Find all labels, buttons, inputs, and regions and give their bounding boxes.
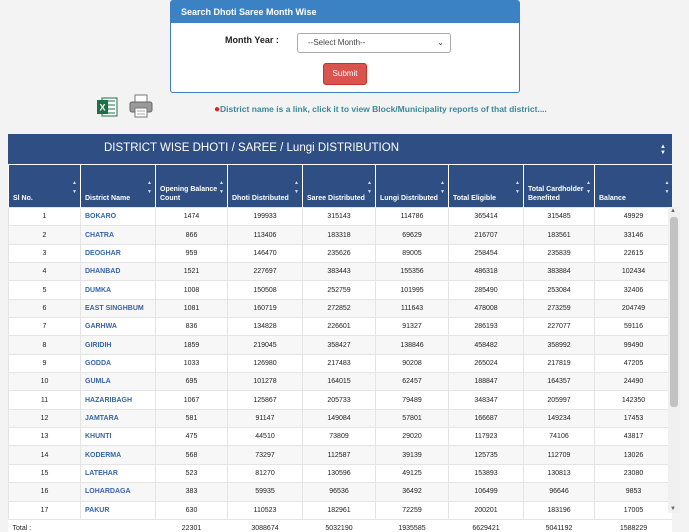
table-cell: 10	[9, 373, 81, 391]
table-cell: 5	[9, 281, 81, 299]
scroll-thumb[interactable]	[670, 217, 678, 407]
table-cell: 134828	[228, 318, 303, 336]
column-header-label: Sl No.	[13, 195, 33, 202]
table-row	[9, 373, 673, 391]
table-cell: 258454	[449, 244, 524, 262]
sort-icon[interactable]: ▲ ▼	[660, 144, 666, 156]
table-cell: 315143	[303, 208, 376, 226]
table-cell: 17453	[595, 409, 673, 427]
table-cell: 101995	[376, 281, 449, 299]
table-cell: 96646	[524, 483, 595, 501]
distribution-table	[8, 134, 672, 532]
district-link[interactable]: BOKARO	[81, 208, 156, 226]
table-cell: 1	[9, 208, 81, 226]
table-cell: 74106	[524, 428, 595, 446]
column-header[interactable]	[449, 165, 524, 208]
table-cell: 383443	[303, 263, 376, 281]
district-link[interactable]: GUMLA	[81, 373, 156, 391]
table-cell: 39139	[376, 446, 449, 464]
column-header-label: Dhoti Distributed	[232, 195, 289, 202]
table-title: DISTRICT WISE DHOTI / SAREE / Lungi DISTRIBUTION	[104, 142, 400, 154]
table-cell: 160719	[228, 299, 303, 317]
table-cell: 164357	[524, 373, 595, 391]
sort-icon[interactable]: ▲ ▼	[72, 180, 77, 195]
table-cell: 113406	[228, 226, 303, 244]
column-header-label: Saree Distributed	[307, 195, 365, 202]
table-cell: 164015	[303, 373, 376, 391]
table-cell: 205733	[303, 391, 376, 409]
district-link[interactable]: LOHARDAGA	[81, 483, 156, 501]
table-cell: 44510	[228, 428, 303, 446]
table-cell: 112709	[524, 446, 595, 464]
table-cell: 217819	[524, 354, 595, 372]
table-cell: 112587	[303, 446, 376, 464]
svg-text:X: X	[99, 102, 106, 113]
sort-icon[interactable]: ▲ ▼	[219, 180, 224, 195]
table-cell: 836	[156, 318, 228, 336]
table-cell: 478008	[449, 299, 524, 317]
table-cell: 315485	[524, 208, 595, 226]
table-cell: 273259	[524, 299, 595, 317]
table-row	[9, 318, 673, 336]
column-header[interactable]	[81, 165, 156, 208]
district-link[interactable]: HAZARIBAGH	[81, 391, 156, 409]
table-cell: 226601	[303, 318, 376, 336]
table-cell: 32406	[595, 281, 673, 299]
district-link[interactable]: PAKUR	[81, 501, 156, 519]
table-row	[9, 336, 673, 354]
table-cell: 142350	[595, 391, 673, 409]
info-note-text: District name is a link, click it to view Block/Municipality reports of that district....	[220, 104, 547, 114]
table-cell: 358992	[524, 336, 595, 354]
table-cell: 182961	[303, 501, 376, 519]
table-cell: 138846	[376, 336, 449, 354]
total-cell	[81, 519, 156, 532]
table-cell: 183561	[524, 226, 595, 244]
month-year-label: Month Year :	[225, 35, 279, 45]
table-cell: 101278	[228, 373, 303, 391]
district-link[interactable]: EAST SINGHBUM	[81, 299, 156, 317]
table-cell: 150508	[228, 281, 303, 299]
table-cell: 568	[156, 446, 228, 464]
district-link[interactable]: KODERMA	[81, 446, 156, 464]
table-cell: 130813	[524, 464, 595, 482]
table-cell: 62457	[376, 373, 449, 391]
district-link[interactable]: JAMTARA	[81, 409, 156, 427]
scroll-down-icon[interactable]: ▼	[670, 506, 676, 512]
table-cell: 205997	[524, 391, 595, 409]
sort-icon[interactable]: ▲ ▼	[664, 180, 670, 195]
column-header-label: Opening Balance Count	[160, 186, 218, 202]
table-row	[9, 244, 673, 262]
table-row	[9, 483, 673, 501]
table-cell: 13026	[595, 446, 673, 464]
table-cell: 90208	[376, 354, 449, 372]
sort-icon[interactable]: ▲ ▼	[367, 180, 372, 195]
table-cell: 348347	[449, 391, 524, 409]
table-row	[9, 299, 673, 317]
table-cell: 285490	[449, 281, 524, 299]
table-cell: 475	[156, 428, 228, 446]
table-cell: 166687	[449, 409, 524, 427]
table-cell: 15	[9, 464, 81, 482]
table-cell: 43817	[595, 428, 673, 446]
table-row	[9, 501, 673, 519]
table-cell: 57801	[376, 409, 449, 427]
total-label: Total :	[9, 519, 81, 532]
table-cell: 200201	[449, 501, 524, 519]
table-cell: 695	[156, 373, 228, 391]
table-cell: 72259	[376, 501, 449, 519]
table-cell: 79489	[376, 391, 449, 409]
total-cell: 22301	[156, 519, 228, 532]
excel-icon[interactable]	[96, 96, 118, 118]
table-cell: 149084	[303, 409, 376, 427]
table-cell: 959	[156, 244, 228, 262]
search-panel	[170, 0, 520, 93]
district-link[interactable]: DEOGHAR	[81, 244, 156, 262]
table-cell: 155356	[376, 263, 449, 281]
printer-icon[interactable]	[128, 93, 154, 119]
scroll-up-icon[interactable]: ▲	[670, 208, 676, 214]
table-cell: 73297	[228, 446, 303, 464]
table-cell: 125867	[228, 391, 303, 409]
district-link[interactable]: DUMKA	[81, 281, 156, 299]
column-header-label: Total Eligible	[453, 195, 497, 202]
sort-icon[interactable]: ▲ ▼	[515, 180, 520, 195]
column-header-label: Total Cardholder Benefited	[528, 186, 584, 202]
table-cell: 9853	[595, 483, 673, 501]
table-cell: 1067	[156, 391, 228, 409]
column-header-label: Lungi Distributed	[380, 195, 438, 202]
table-cell: 23080	[595, 464, 673, 482]
month-select-value: --Select Month--	[308, 38, 366, 47]
table-cell: 14	[9, 446, 81, 464]
table-cell: 59116	[595, 318, 673, 336]
table-cell: 216707	[449, 226, 524, 244]
table-cell: 99490	[595, 336, 673, 354]
table-cell: 106499	[449, 483, 524, 501]
column-header-label: District Name	[85, 195, 131, 202]
table-cell: 383	[156, 483, 228, 501]
search-panel-title: Search Dhoti Saree Month Wise	[171, 1, 519, 23]
table-total-row	[9, 519, 673, 532]
table-cell: 272852	[303, 299, 376, 317]
table-cell: 1081	[156, 299, 228, 317]
table-cell: 110523	[228, 501, 303, 519]
table-cell: 253084	[524, 281, 595, 299]
table-row	[9, 464, 673, 482]
table-header-row	[9, 165, 673, 208]
table-row	[9, 428, 673, 446]
table-cell: 126980	[228, 354, 303, 372]
table-row	[9, 446, 673, 464]
table-cell: 1859	[156, 336, 228, 354]
table-cell: 47205	[595, 354, 673, 372]
column-header[interactable]	[9, 165, 81, 208]
total-cell: 5032190	[303, 519, 376, 532]
table-cell: 265024	[449, 354, 524, 372]
table-cell: 153893	[449, 464, 524, 482]
table-cell: 22615	[595, 244, 673, 262]
table-row	[9, 281, 673, 299]
table-cell: 59935	[228, 483, 303, 501]
bullet-icon: ●	[214, 104, 221, 115]
table-cell: 8	[9, 336, 81, 354]
table-cell: 13	[9, 428, 81, 446]
table-cell: 149234	[524, 409, 595, 427]
table-cell: 630	[156, 501, 228, 519]
table-cell: 458482	[449, 336, 524, 354]
month-select[interactable]	[297, 33, 451, 53]
table-cell: 36492	[376, 483, 449, 501]
column-header[interactable]	[376, 165, 449, 208]
table-cell: 96536	[303, 483, 376, 501]
table-cell: 130596	[303, 464, 376, 482]
table-cell: 17005	[595, 501, 673, 519]
column-header[interactable]	[524, 165, 595, 208]
table-cell: 204749	[595, 299, 673, 317]
table-cell: 235839	[524, 244, 595, 262]
table-cell: 16	[9, 483, 81, 501]
table-cell: 24490	[595, 373, 673, 391]
district-link[interactable]: DHANBAD	[81, 263, 156, 281]
total-cell: 6629421	[449, 519, 524, 532]
table-cell: 102434	[595, 263, 673, 281]
table-cell: 286193	[449, 318, 524, 336]
table-cell: 49125	[376, 464, 449, 482]
column-header[interactable]	[156, 165, 228, 208]
table-cell: 227697	[228, 263, 303, 281]
table-row	[9, 226, 673, 244]
table-cell: 219045	[228, 336, 303, 354]
sort-icon[interactable]: ▲ ▼	[294, 180, 299, 195]
table-cell: 125735	[449, 446, 524, 464]
chevron-down-icon: ⌄	[437, 38, 444, 47]
table-cell: 199933	[228, 208, 303, 226]
table-cell: 1521	[156, 263, 228, 281]
table-cell: 1033	[156, 354, 228, 372]
column-header-label: Balance	[599, 195, 626, 202]
table-cell: 17	[9, 501, 81, 519]
table-row	[9, 263, 673, 281]
district-link[interactable]: GODDA	[81, 354, 156, 372]
submit-button[interactable]: Submit	[323, 63, 367, 85]
table-cell: 217483	[303, 354, 376, 372]
table-cell: 1474	[156, 208, 228, 226]
table-cell: 183196	[524, 501, 595, 519]
table-cell: 188847	[449, 373, 524, 391]
table-cell: 91327	[376, 318, 449, 336]
table-cell: 73809	[303, 428, 376, 446]
table-cell: 29020	[376, 428, 449, 446]
table-cell: 89005	[376, 244, 449, 262]
table-title-bar	[8, 134, 672, 164]
table-cell: 91147	[228, 409, 303, 427]
district-link[interactable]: LATEHAR	[81, 464, 156, 482]
total-cell: 5041192	[524, 519, 595, 532]
total-cell: 3088674	[228, 519, 303, 532]
table-cell: 358427	[303, 336, 376, 354]
table-cell: 7	[9, 318, 81, 336]
district-link[interactable]: GIRIDIH	[81, 336, 156, 354]
table-cell: 33146	[595, 226, 673, 244]
table-scrollbar[interactable]	[668, 207, 680, 513]
table-cell: 4	[9, 263, 81, 281]
column-header[interactable]	[303, 165, 376, 208]
sort-icon[interactable]: ▲ ▼	[586, 180, 591, 195]
sort-icon[interactable]: ▲ ▼	[440, 180, 445, 195]
table-cell: 227077	[524, 318, 595, 336]
table-cell: 365414	[449, 208, 524, 226]
total-cell: 1935585	[376, 519, 449, 532]
table-cell: 2	[9, 226, 81, 244]
table-cell: 235626	[303, 244, 376, 262]
sort-icon[interactable]: ▲ ▼	[147, 180, 152, 195]
district-link[interactable]: CHATRA	[81, 226, 156, 244]
table-row	[9, 208, 673, 226]
table-row	[9, 409, 673, 427]
table-row	[9, 354, 673, 372]
table-cell: 146470	[228, 244, 303, 262]
table-cell: 252759	[303, 281, 376, 299]
table-cell: 69629	[376, 226, 449, 244]
table-cell: 111643	[376, 299, 449, 317]
column-header[interactable]	[228, 165, 303, 208]
table-cell: 486318	[449, 263, 524, 281]
table-cell: 114786	[376, 208, 449, 226]
table-cell: 523	[156, 464, 228, 482]
table-cell: 183318	[303, 226, 376, 244]
table-cell: 6	[9, 299, 81, 317]
table-cell: 1008	[156, 281, 228, 299]
total-cell: 1588229	[595, 519, 673, 532]
table-row	[9, 391, 673, 409]
table-cell: 81270	[228, 464, 303, 482]
table-cell: 11	[9, 391, 81, 409]
table-cell: 117923	[449, 428, 524, 446]
column-header[interactable]	[595, 165, 673, 208]
table-cell: 49929	[595, 208, 673, 226]
district-link[interactable]: KHUNTI	[81, 428, 156, 446]
table-cell: 383884	[524, 263, 595, 281]
table-cell: 9	[9, 354, 81, 372]
table-cell: 581	[156, 409, 228, 427]
table-cell: 3	[9, 244, 81, 262]
info-note	[214, 104, 547, 115]
table-cell: 866	[156, 226, 228, 244]
district-link[interactable]: GARHWA	[81, 318, 156, 336]
table-cell: 12	[9, 409, 81, 427]
